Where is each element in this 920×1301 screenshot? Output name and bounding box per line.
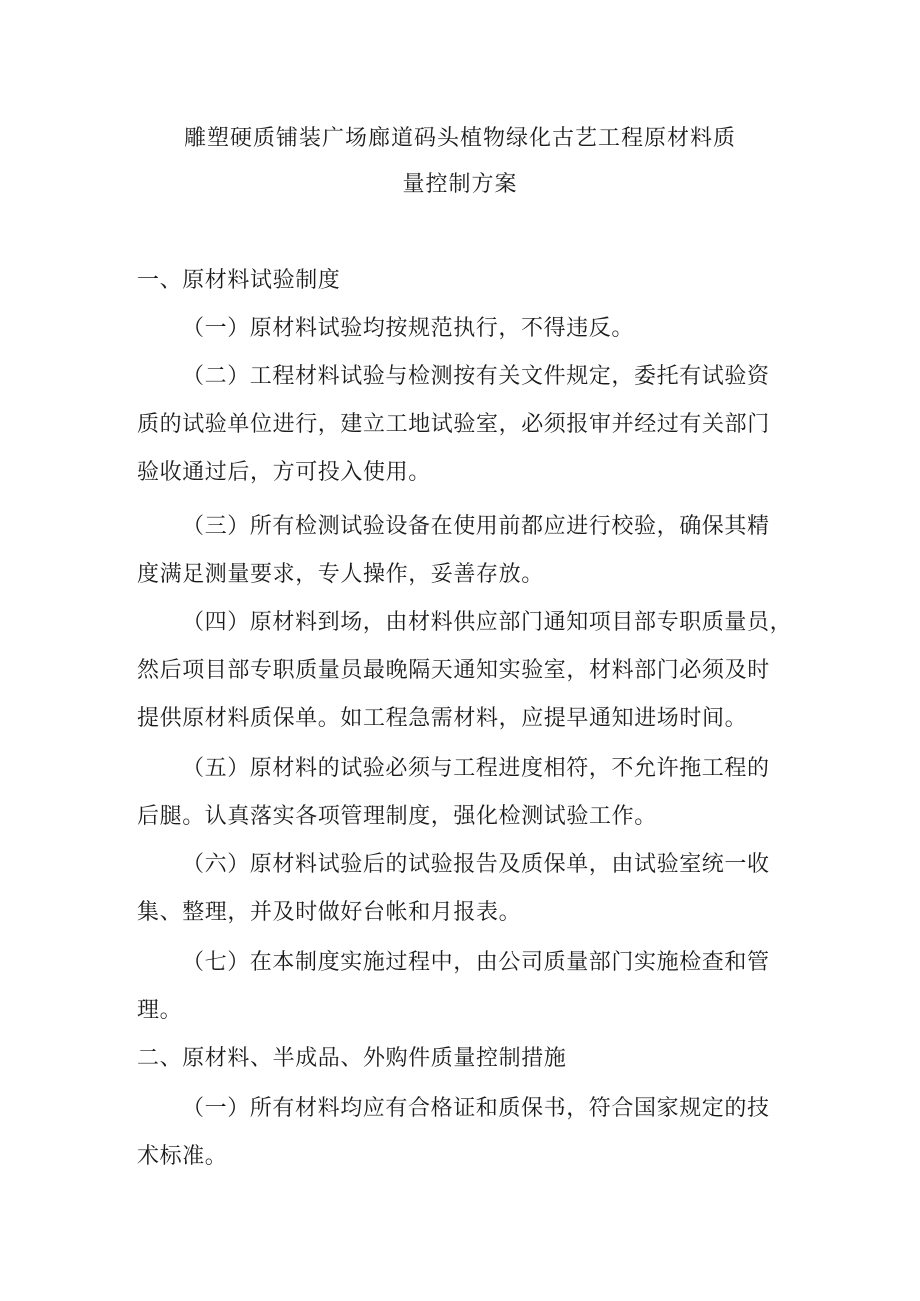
document-title-line-1: 雕塑硬质铺装广场廊道码头植物绿化古艺工程原材料质 xyxy=(183,126,736,151)
section-1-p7-line-2: 理。 xyxy=(137,998,183,1023)
section-1-p5-line-2: 后腿。认真落实各项管理制度，强化检测试验工作。 xyxy=(137,804,657,829)
section-1-p4-line-1: （四）原材料到场，由材料供应部门通知项目部专职质量员， xyxy=(182,610,793,635)
section-1-p2-line-1: （二）工程材料试验与检测按有关文件规定，委托有试验资 xyxy=(182,364,770,389)
section-1-p1-line-1: （一）原材料试验均按规范执行，不得违反。 xyxy=(182,316,635,341)
section-1-p7-line-1: （七）在本制度实施过程中，由公司质量部门实施检查和管 xyxy=(182,950,770,975)
section-1-p6-line-1: （六）原材料试验后的试验报告及质保单，由试验室统一收 xyxy=(182,852,770,877)
section-1-p3-line-2: 度满足测量要求，专人操作，妥善存放。 xyxy=(137,562,544,587)
section-2-p1-line-1: （一）所有材料均应有合格证和质保书，符合国家规定的技 xyxy=(182,1096,770,1121)
section-1-p4-line-3: 提供原材料质保单。如工程急需材料，应提早通知进场时间。 xyxy=(137,706,748,731)
section-1-p2-line-2: 质的试验单位进行，建立工地试验室，必须报审并经过有关部门 xyxy=(137,412,770,437)
document-title-line-2: 量控制方案 xyxy=(402,172,518,197)
section-1-p5-line-1: （五）原材料的试验必须与工程进度相符，不允许拖工程的 xyxy=(182,756,770,781)
section-1-p3-line-1: （三）所有检测试验设备在使用前都应进行校验，确保其精 xyxy=(182,514,770,539)
section-2-p1-line-2: 术标准。 xyxy=(137,1144,228,1169)
section-1-p2-line-3: 验收通过后，方可投入使用。 xyxy=(137,460,431,485)
section-1-heading: 一、原材料试验制度 xyxy=(137,268,341,293)
section-1-p4-line-2: 然后项目部专职质量员最晚隔天通知实验室，材料部门必须及时 xyxy=(137,658,770,683)
section-2-heading: 二、原材料、半成品、外购件质量控制措施 xyxy=(137,1046,567,1071)
section-1-p6-line-2: 集、整理，并及时做好台帐和月报表。 xyxy=(137,900,522,925)
